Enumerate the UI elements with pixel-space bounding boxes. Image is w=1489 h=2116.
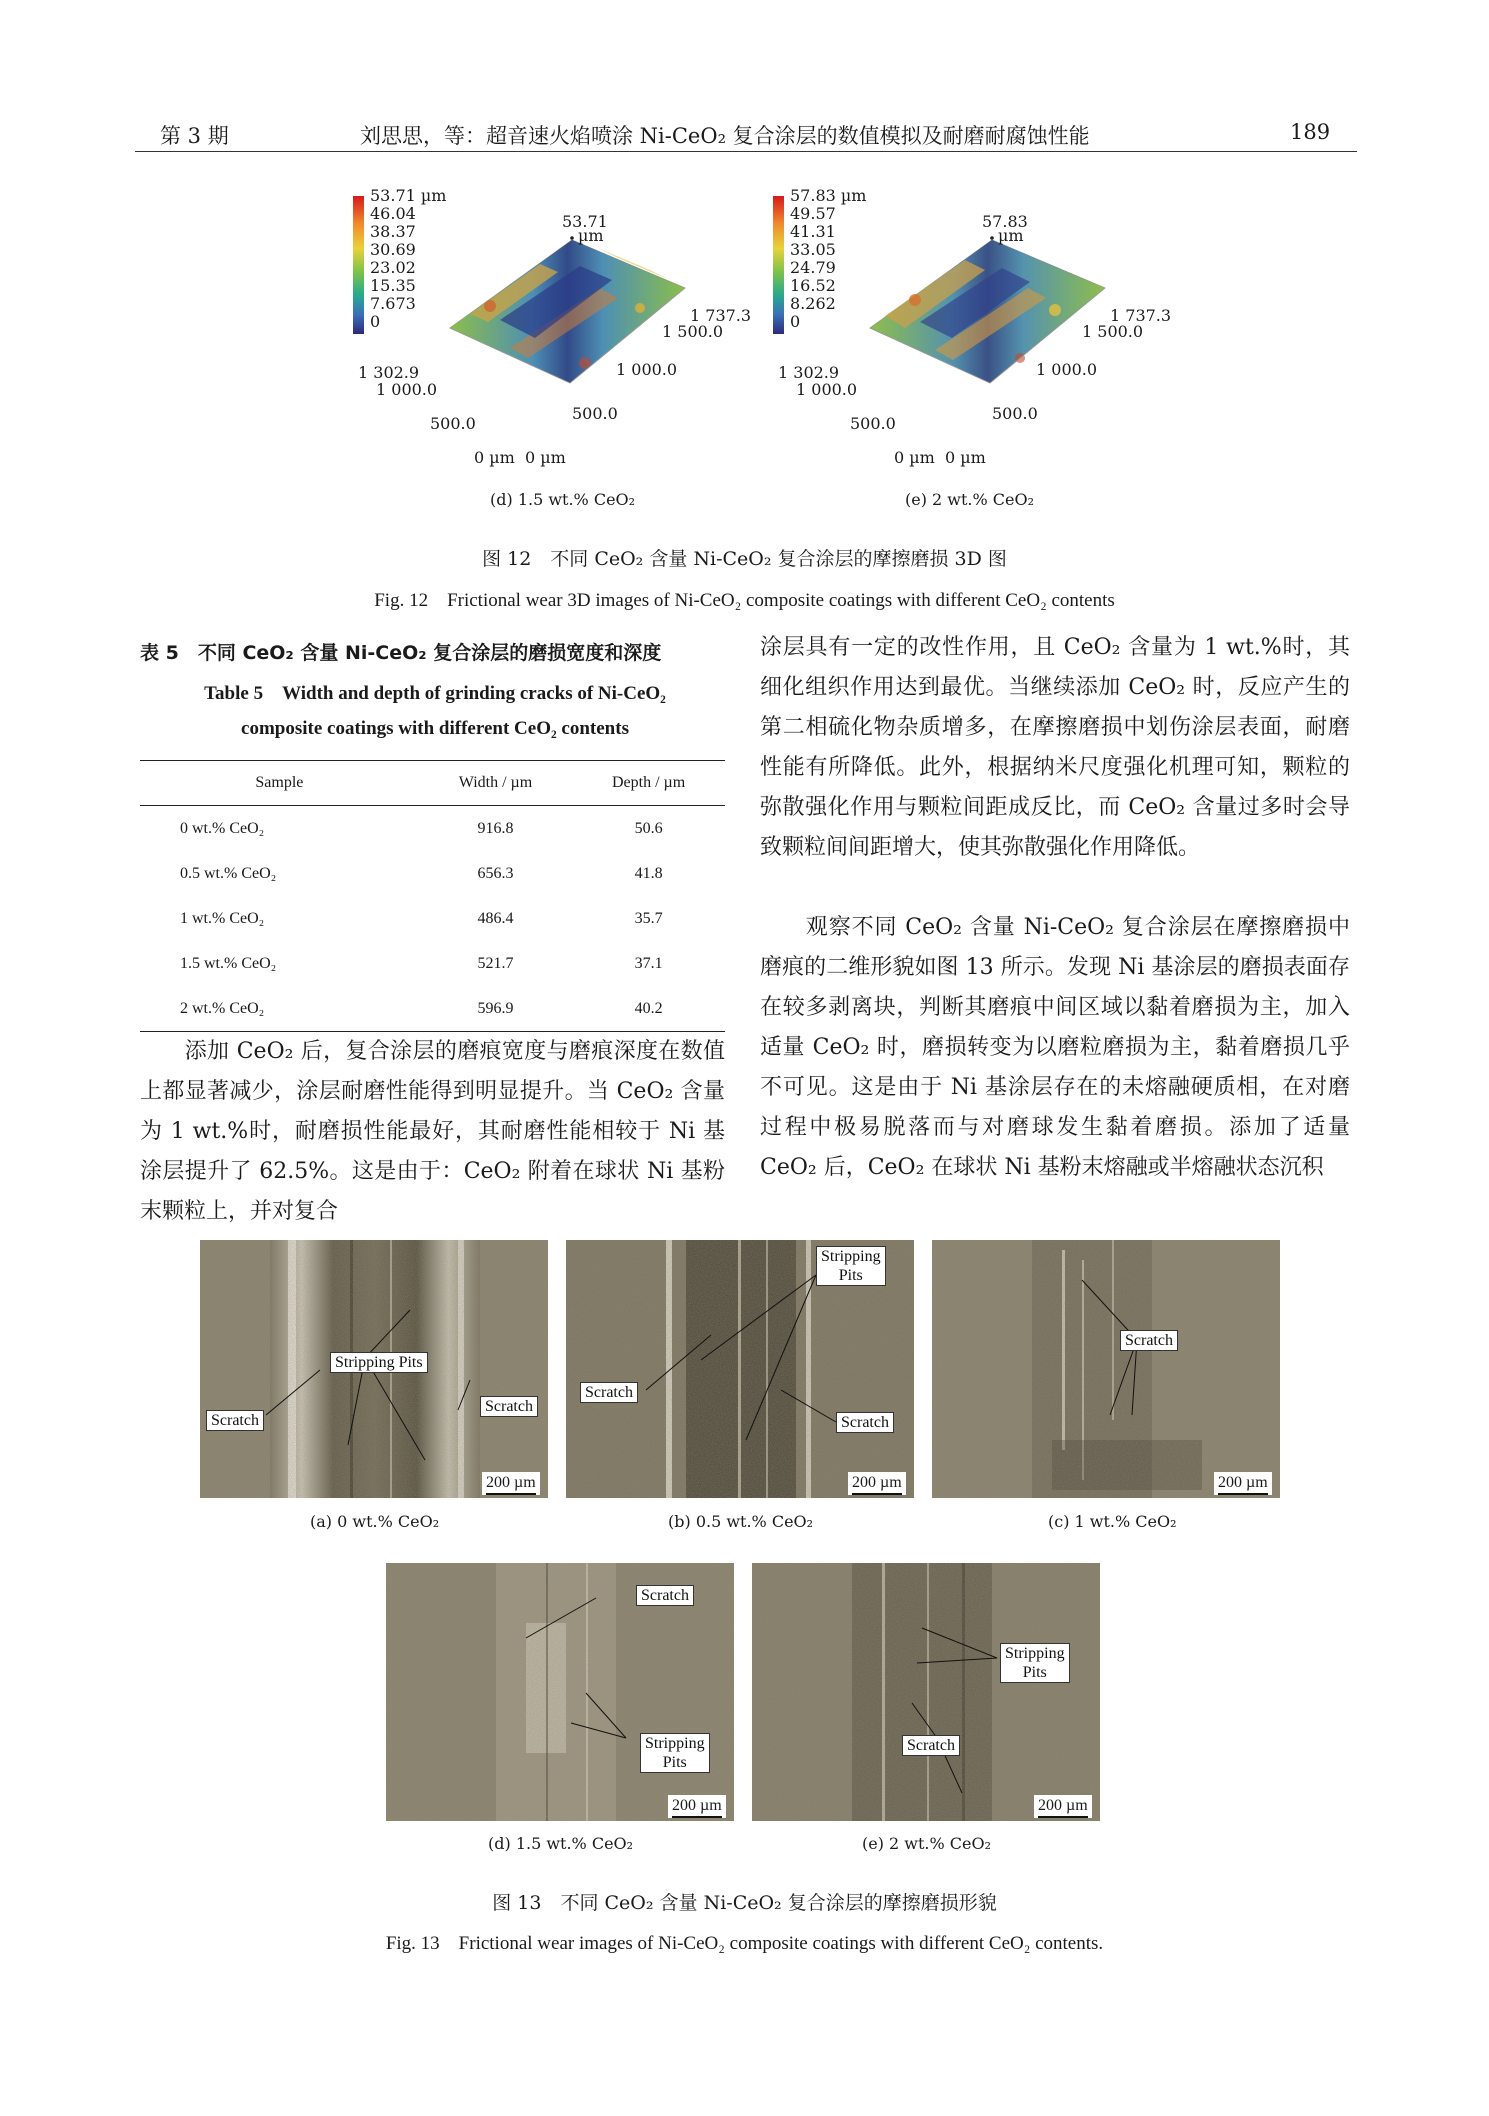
table-cell: 521.7 <box>477 954 514 972</box>
table-row <box>140 851 725 896</box>
page-number: 189 <box>1290 120 1331 144</box>
colorbar-tick: 46.04 <box>370 204 416 223</box>
x-tick: 0 µm <box>894 448 935 467</box>
y-tick: 1 737.3 <box>1110 306 1172 325</box>
scale-bar <box>668 1795 726 1818</box>
x-tick: 1 000.0 <box>376 380 438 399</box>
annotation-label: Scratch <box>902 1735 960 1756</box>
table-cell: 596.9 <box>419 986 572 1032</box>
column-header: Depth / µm <box>572 761 725 806</box>
colorbar-tick: 15.35 <box>370 276 416 295</box>
micrograph-texture <box>752 1563 1100 1821</box>
colorbar-tick: 57.83 µm <box>790 186 867 205</box>
table-cell: 40.2 <box>572 986 725 1032</box>
table-cell: 37.1 <box>634 954 663 972</box>
column-header: Sample <box>140 761 419 806</box>
y-tick: 1 737.3 <box>690 306 752 325</box>
peak-value: 53.71 <box>562 212 608 231</box>
fig13-caption-b: (b) 0.5 wt.% CeO₂ <box>668 1512 814 1531</box>
fig13-caption-c: (c) 1 wt.% CeO₂ <box>1048 1512 1177 1531</box>
table5-caption-cn: 表 5 不同 CeO₂ 含量 Ni-CeO₂ 复合涂层的磨损宽度和深度 <box>140 642 662 664</box>
scale-bar <box>482 1472 540 1495</box>
table-row <box>140 986 725 1032</box>
x-tick: 1 302.9 <box>778 363 840 382</box>
table-cell: 0 wt.% CeO₂ <box>180 819 265 837</box>
peak-unit: µm <box>998 226 1024 245</box>
annotation-label: Stripping Pits <box>1000 1643 1070 1683</box>
scale-bar-label: 200 µm <box>1218 1474 1268 1491</box>
colorbar-tick: 16.52 <box>790 276 836 295</box>
micrograph-c <box>932 1240 1280 1498</box>
table-cell: 1.5 wt.% CeO₂ <box>180 954 277 972</box>
x-tick: 500.0 <box>430 414 476 433</box>
y-tick: 1 500.0 <box>662 322 724 341</box>
table5 <box>140 760 725 1032</box>
colorbar-tick: 41.31 <box>790 222 836 241</box>
colorbar-tick: 7.673 <box>370 294 416 313</box>
table-cell: 41.8 <box>634 864 663 882</box>
annotation-label: Scratch <box>1120 1330 1178 1351</box>
table5-caption-en-1: Table 5 Width and depth of grinding cracks of Ni-CeO₂ <box>204 683 666 704</box>
table5-caption-en-2: composite coatings with different CeO₂ contents <box>241 718 629 739</box>
micrograph-b <box>566 1240 914 1498</box>
peak-value: 57.83 <box>982 212 1028 231</box>
scale-bar-label: 200 µm <box>672 1797 722 1814</box>
colorbar-tick: 0 <box>790 312 801 331</box>
table-cell: 50.6 <box>634 819 663 837</box>
y-tick: 500.0 <box>572 404 618 423</box>
fig12-caption-cn: 图 12 不同 CeO₂ 含量 Ni-CeO₂ 复合涂层的摩擦磨损 3D 图 <box>482 548 1007 570</box>
table-header-row <box>140 761 725 806</box>
table-cell: 656.3 <box>477 864 514 882</box>
colorbar-tick: 49.57 <box>790 204 836 223</box>
table-cell: 1 wt.% CeO₂ <box>180 909 265 927</box>
peak-unit: µm <box>578 226 604 245</box>
micrograph-texture <box>932 1240 1280 1498</box>
body-paragraph-right-2: 观察不同 CeO₂ 含量 Ni-CeO₂ 复合涂层在摩擦磨损中磨痕的二维形貌如图 13 所示。发现 Ni 基涂层的磨损表面存在较多剥离块，判断其磨痕中间区域以黏着磨损为主，加入适量 CeO₂ 时，磨损转变为以磨粒磨损为主，黏着磨损几乎不可见。这是由于 Ni 基涂层存在的未熔融硬质相，在对磨过程中极易脱落而与对磨球发生黏着磨损。添加了适量 CeO₂ 后，CeO₂ 在球状 Ni 基粉末熔融或半熔融状态沉积 <box>760 915 1350 1180</box>
table-row <box>140 896 725 941</box>
fig12-caption-e: (e) 2 wt.% CeO₂ <box>905 490 1035 509</box>
y-tick: 1 000.0 <box>616 360 678 379</box>
fig13-caption-cn: 图 13 不同 CeO₂ 含量 Ni-CeO₂ 复合涂层的摩擦磨损形貌 <box>492 1892 997 1914</box>
column-header: Width / µm <box>419 761 572 806</box>
wear-3d-map-e <box>770 188 1190 478</box>
scale-bar <box>1214 1472 1272 1495</box>
table-cell: 2 wt.% CeO₂ <box>140 986 419 1032</box>
colorbar-tick: 23.02 <box>370 258 416 277</box>
table-row <box>140 941 725 986</box>
scale-bar-label: 200 µm <box>486 1474 536 1491</box>
body-paragraph-right-1: 涂层具有一定的改性作用，且 CeO₂ 含量为 1 wt.%时，其细化组织作用达到最优。当继续添加 CeO₂ 时，反应产生的第二相硫化物杂质增多，在摩擦磨损中划伤涂层表面，耐磨性能有所降低。此外，根据纳米尺度强化机理可知，颗粒的弥散强化作用与颗粒间距成反比，而 CeO₂ 含量过多时会导致颗粒间间距增大，使其弥散强化作用降低。 <box>760 635 1350 860</box>
colorbar-tick: 8.262 <box>790 294 836 313</box>
annotation-label: Scratch <box>636 1585 694 1606</box>
fig13-caption-en: Fig. 13 Frictional wear images of Ni-CeO₂ composite coatings with different CeO₂ contents. <box>385 1933 1104 1954</box>
colorbar <box>353 196 364 334</box>
annotation-label: Stripping Pits <box>816 1246 886 1286</box>
annotation-label: Stripping Pits <box>330 1352 428 1373</box>
body-paragraph-left: 添加 CeO₂ 后，复合涂层的磨痕宽度与磨痕深度在数值上都显著减少，涂层耐磨性能得到明显提升。当 CeO₂ 含量为 1 wt.%时，耐磨损性能最好，其耐磨性能相较于 Ni 基涂层提升了 62.5%。这是由于：CeO₂ 附着在球状 Ni 基粉末颗粒上，并对复合 <box>140 1039 725 1224</box>
x-tick: 1 000.0 <box>796 380 858 399</box>
table-row <box>140 806 725 852</box>
fig12-caption-en: Fig. 12 Frictional wear 3D images of Ni-CeO₂ composite coatings with different CeO₂ contents <box>374 590 1115 611</box>
colorbar-tick: 24.79 <box>790 258 836 277</box>
x-tick: 0 µm <box>474 448 515 467</box>
table-cell: 486.4 <box>477 909 514 927</box>
table-cell: 916.8 <box>477 819 514 837</box>
annotation-label: Scratch <box>580 1382 638 1403</box>
fig13-caption-a: (a) 0 wt.% CeO₂ <box>310 1512 440 1531</box>
x-tick: 1 302.9 <box>358 363 420 382</box>
running-title: 刘思思，等：超音速火焰喷涂 Ni-CeO₂ 复合涂层的数值模拟及耐磨耐腐蚀性能 <box>360 124 1090 148</box>
fig12-caption-d: (d) 1.5 wt.% CeO₂ <box>490 490 636 509</box>
x-tick: 500.0 <box>850 414 896 433</box>
issue-number: 第 3 期 <box>160 124 229 148</box>
annotation-label: Stripping Pits <box>640 1733 710 1773</box>
micrograph-e <box>752 1563 1100 1821</box>
y-tick: 0 µm <box>525 448 566 467</box>
wear-3d-map-d <box>350 188 760 478</box>
header-rule <box>135 151 1357 152</box>
colorbar <box>773 196 784 334</box>
micrograph-d <box>386 1563 734 1821</box>
micrograph-a <box>200 1240 548 1498</box>
table-cell: 35.7 <box>634 909 663 927</box>
annotation-label: Scratch <box>480 1396 538 1417</box>
y-tick: 0 µm <box>945 448 986 467</box>
scale-bar-label: 200 µm <box>1038 1797 1088 1814</box>
y-tick: 500.0 <box>992 404 1038 423</box>
y-tick: 1 500.0 <box>1082 322 1144 341</box>
scale-bar <box>848 1472 906 1495</box>
annotation-label: Scratch <box>836 1412 894 1433</box>
scale-bar-label: 200 µm <box>852 1474 902 1491</box>
colorbar-tick: 0 <box>370 312 381 331</box>
colorbar-tick: 30.69 <box>370 240 416 259</box>
colorbar-tick: 33.05 <box>790 240 836 259</box>
colorbar-tick: 38.37 <box>370 222 416 241</box>
scale-bar <box>1034 1795 1092 1818</box>
y-tick: 1 000.0 <box>1036 360 1098 379</box>
fig13-caption-d: (d) 1.5 wt.% CeO₂ <box>488 1834 634 1853</box>
fig13-caption-e: (e) 2 wt.% CeO₂ <box>862 1834 992 1853</box>
colorbar-tick: 53.71 µm <box>370 186 447 205</box>
table-cell: 0.5 wt.% CeO₂ <box>180 864 277 882</box>
annotation-label: Scratch <box>206 1410 264 1431</box>
